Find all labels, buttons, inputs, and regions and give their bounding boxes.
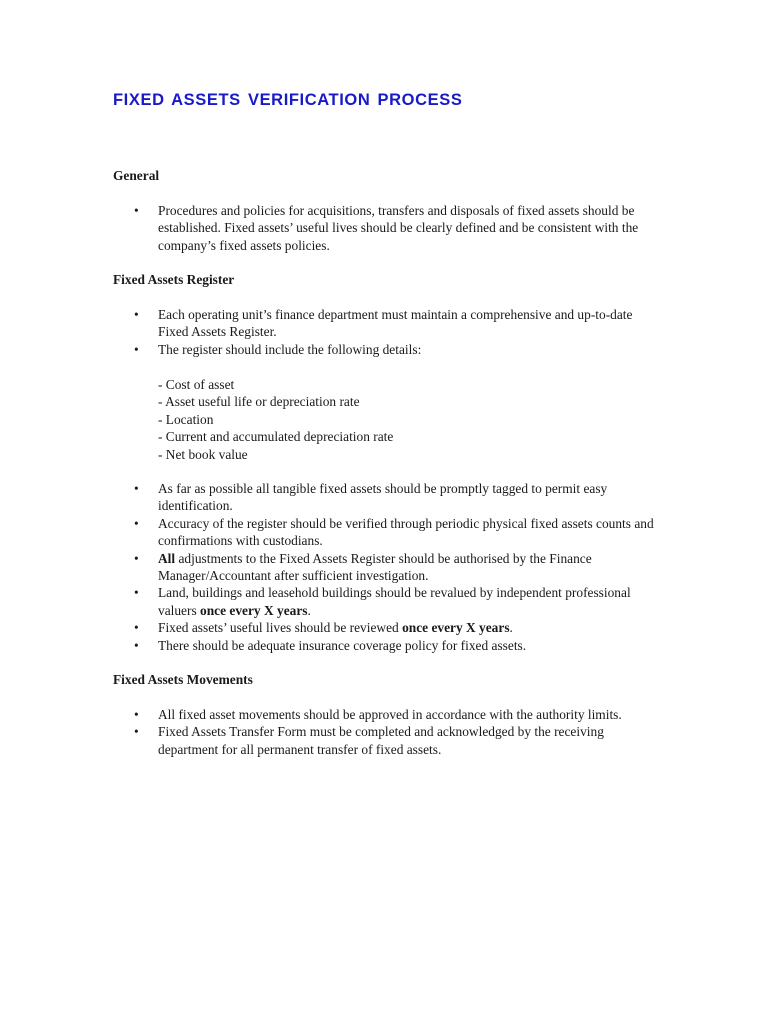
list-item: • There should be adequate insurance coverage policy for fixed assets. bbox=[134, 637, 527, 653]
bullet-icon: • bbox=[134, 341, 139, 357]
list-item: • The register should include the following details: bbox=[134, 341, 422, 357]
bullet-icon: • bbox=[134, 637, 139, 653]
bullet-icon: • bbox=[134, 724, 139, 740]
list-item: • All fixed asset movements should be approved in accordance with the authority limits. bbox=[134, 707, 622, 722]
document-title: FIXED ASSETS VERIFICATION PROCESS bbox=[113, 91, 463, 109]
movements-bullet-list bbox=[113, 706, 658, 758]
list-item: • Fixed assets’ useful lives should be reviewed once every X years. bbox=[134, 620, 513, 636]
register-bullet-list-a bbox=[113, 306, 658, 358]
list-item: • Accuracy of the register should be verified through periodic physical fixed assets counts and confirmations with custodians. bbox=[134, 515, 654, 549]
bullet-icon: • bbox=[134, 585, 139, 601]
bullet-icon: • bbox=[134, 620, 139, 636]
bullet-icon: • bbox=[134, 481, 139, 496]
bullet-icon: • bbox=[134, 307, 139, 322]
list-item: • Fixed Assets Transfer Form must be completed and acknowledged by the receiving department for all permanent transfer of fixed assets. bbox=[134, 724, 604, 757]
bullet-icon: • bbox=[134, 515, 139, 531]
section-heading-movements: Fixed Assets Movements bbox=[113, 672, 253, 687]
list-item: • Procedures and policies for acquisitions, transfers and disposals of fixed assets should be established. Fixed assets’ useful lives should be clearly defined and be consistent with the company’s fixed assets policies. bbox=[134, 203, 639, 253]
bullet-icon: • bbox=[134, 203, 139, 218]
list-item: • All adjustments to the Fixed Assets Register should be authorised by the Finance Manager/Accountant after sufficient investigation. bbox=[134, 550, 592, 584]
detail-item: - Net book value bbox=[158, 446, 248, 462]
detail-item: - Cost of asset bbox=[158, 377, 235, 392]
bullet-icon: • bbox=[134, 550, 139, 566]
section-heading-general: General bbox=[113, 168, 160, 183]
detail-item: - Asset useful life or depreciation rate bbox=[158, 394, 360, 410]
detail-item: - Location bbox=[158, 411, 214, 427]
register-bullet-list-b bbox=[113, 480, 658, 654]
list-item: • Land, buildings and leasehold buildings should be revalued by independent professional valuers once every X years. bbox=[134, 585, 631, 618]
section-heading-register: Fixed Assets Register bbox=[113, 272, 235, 287]
bullet-icon: • bbox=[134, 707, 139, 722]
register-details-list bbox=[158, 376, 393, 463]
list-item: • Each operating unit’s finance department must maintain a comprehensive and up-to-date Fixed Assets Register. bbox=[134, 307, 633, 340]
list-item: • As far as possible all tangible fixed assets should be promptly tagged to permit easy identification. bbox=[134, 481, 608, 514]
general-bullet-list bbox=[113, 202, 658, 254]
detail-item: - Current and accumulated depreciation rate bbox=[158, 429, 394, 445]
